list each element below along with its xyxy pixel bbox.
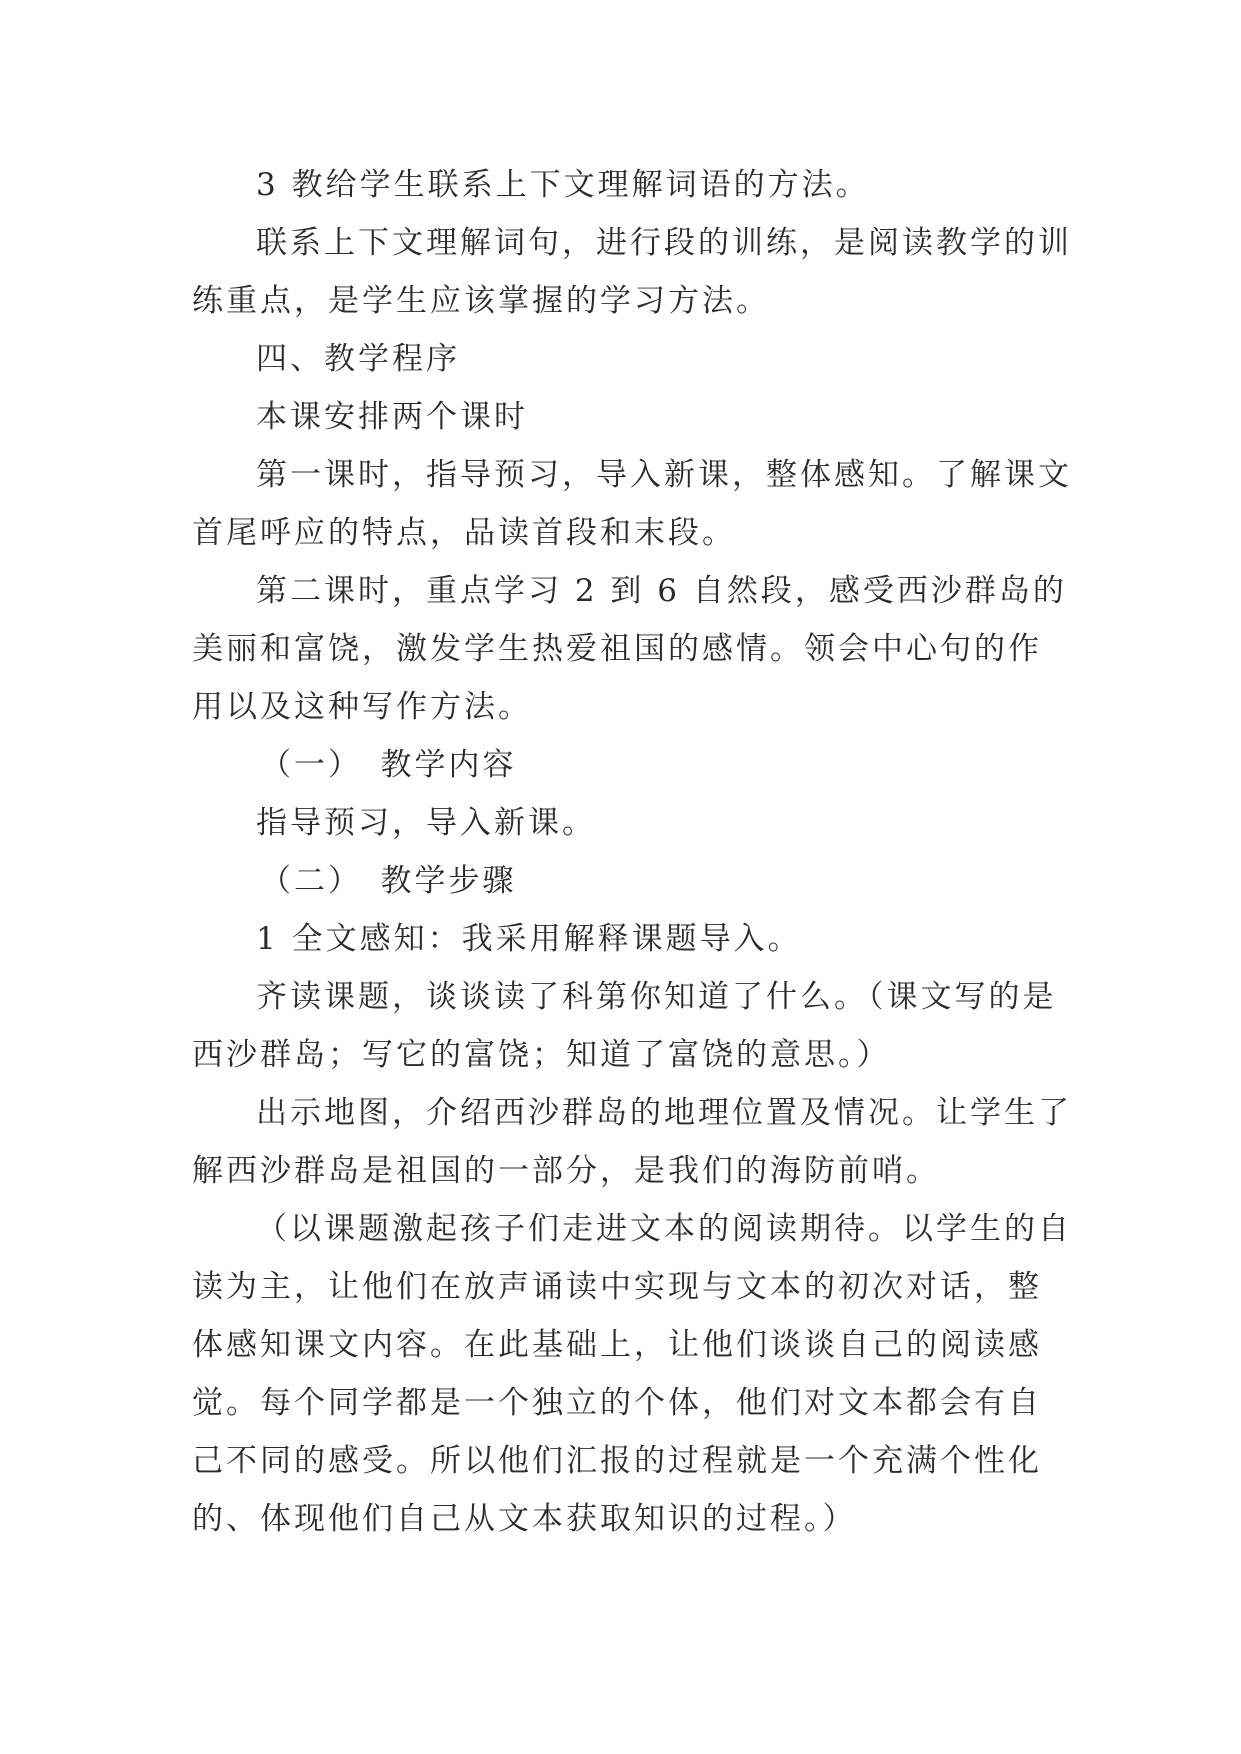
paragraph-guide-preview: 指导预习，导入新课。 [256, 805, 596, 841]
subheading-teaching-steps: （二） 教学步骤 [260, 863, 517, 899]
paragraph-two-periods: 本课安排两个课时 [256, 399, 528, 435]
paragraph-read-title: 齐读课题，谈谈读了科第你知道了什么。（课文写的是西沙群岛；写它的富饶；知道了富饶的意思。） [192, 979, 1057, 1073]
section-heading-teaching-procedure: 四、教学程序 [256, 341, 460, 377]
subheading-teaching-content: （一） 教学内容 [260, 747, 517, 783]
paragraph-reading-expectation: （以课题激起孩子们走进文本的阅读期待。以学生的自读为主，让他们在放声诵读中实现与文本的初次对话，整体感知课文内容。在此基础上，让他们谈谈自己的阅读感觉。每个同学都是一个独立的个体，他们对文本都会有自己不同的感受。所以他们汇报的过程就是一个充满个性化的、体现他们自己从文本获取知识的过程。） [192, 1211, 1072, 1537]
paragraph-method: 3 教给学生联系上下文理解词语的方法。 [256, 167, 870, 203]
paragraph-second-period: 第二课时，重点学习 2 到 6 自然段，感受西沙群岛的美丽和富饶，激发学生热爱祖国的感情。领会中心句的作用以及这种写作方法。 [192, 573, 1067, 725]
paragraph-first-period: 第一课时，指导预习，导入新课，整体感知。了解课文首尾呼应的特点，品读首段和末段。 [192, 457, 1072, 551]
paragraph-overall-perception: 1 全文感知：我采用解释课题导入。 [256, 921, 802, 957]
paragraph-training-focus: 联系上下文理解词句，进行段的训练，是阅读教学的训练重点，是学生应该掌握的学习方法。 [192, 225, 1072, 319]
paragraph-show-map: 出示地图，介绍西沙群岛的地理位置及情况。让学生了解西沙群岛是祖国的一部分，是我们的海防前哨。 [192, 1095, 1072, 1189]
